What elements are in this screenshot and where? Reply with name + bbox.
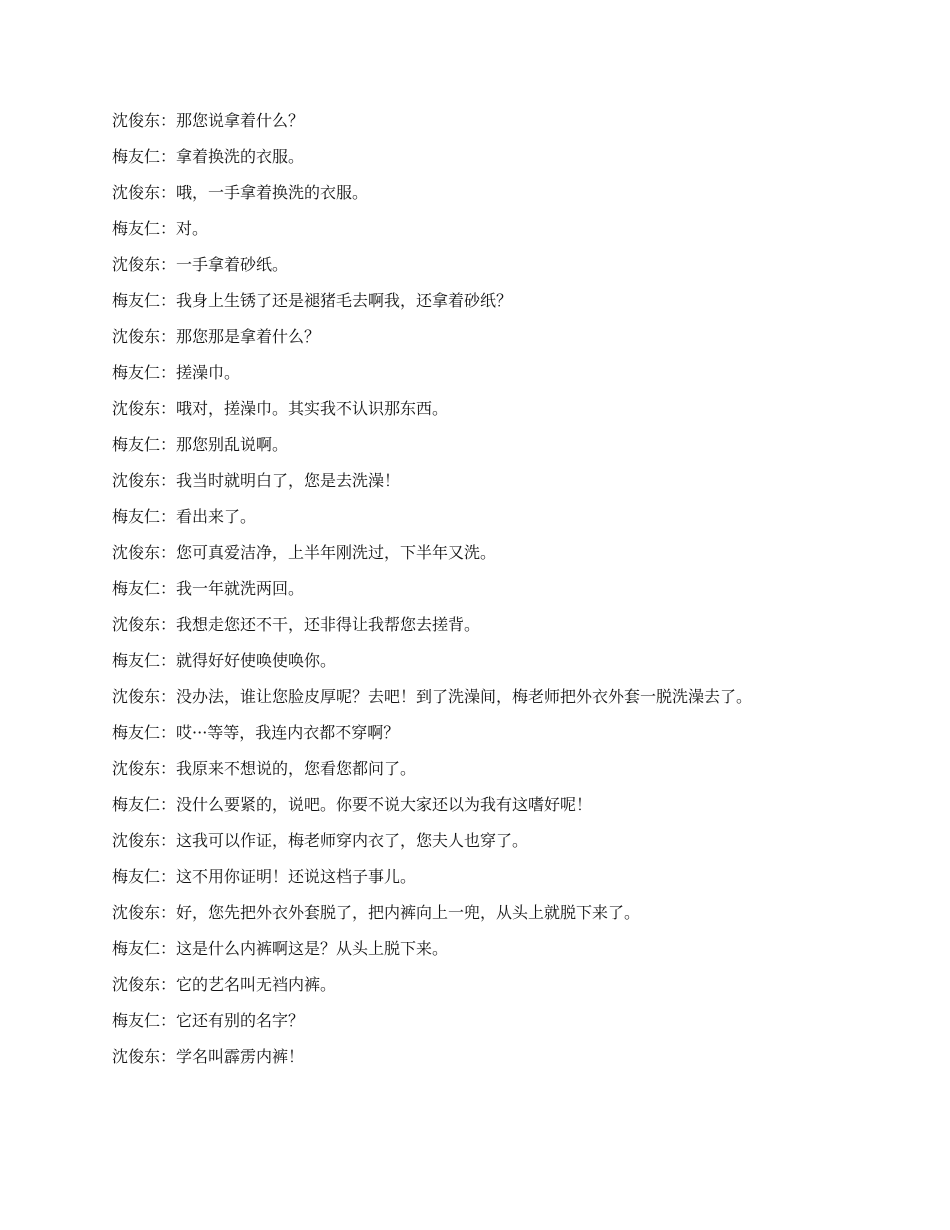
dialogue-line (112, 832, 824, 849)
speaker-separator: ： (160, 651, 177, 670)
dialogue-line (112, 760, 824, 777)
speaker-name: 梅友仁 (112, 1011, 161, 1030)
speaker-separator: ： (160, 399, 177, 418)
speaker-name: 沈俊东 (112, 687, 161, 706)
line-text: 您可真爱洁净，上半年刚洗过，下半年又洗。 (176, 543, 497, 562)
speaker-name: 沈俊东 (112, 543, 161, 562)
line-text: 我当时就明白了，您是去洗澡！ (176, 471, 401, 490)
speaker-name: 沈俊东 (112, 111, 161, 130)
speaker-name: 梅友仁 (112, 435, 161, 454)
speaker-separator: ： (160, 363, 177, 382)
speaker-name: 沈俊东 (112, 615, 161, 634)
speaker-name: 沈俊东 (112, 1047, 161, 1066)
line-text: 哦，一手拿着换洗的衣服。 (176, 183, 369, 202)
dialogue-line (112, 220, 824, 237)
line-text: 一手拿着砂纸。 (176, 255, 289, 274)
dialogue-line (112, 652, 824, 669)
line-text: 那您那是拿着什么？ (176, 327, 321, 346)
line-text: 没什么要紧的，说吧。你要不说大家还以为我有这嗜好呢！ (176, 795, 593, 814)
dialogue-transcript (112, 112, 824, 1084)
line-text: 我一年就洗两回。 (176, 579, 305, 598)
dialogue-line (112, 436, 824, 453)
speaker-name: 梅友仁 (112, 219, 161, 238)
speaker-name: 梅友仁 (112, 579, 161, 598)
line-text: 学名叫霹雳内裤！ (176, 1047, 305, 1066)
speaker-separator: ： (160, 939, 177, 958)
line-text: 那您说拿着什么？ (176, 111, 305, 130)
line-text: 这是什么内裤啊这是？从头上脱下来。 (176, 939, 449, 958)
dialogue-line (112, 904, 824, 921)
speaker-name: 沈俊东 (112, 399, 161, 418)
speaker-separator: ： (160, 147, 177, 166)
line-text: 我身上生锈了还是褪猪毛去啊我，还拿着砂纸？ (176, 291, 513, 310)
speaker-name: 梅友仁 (112, 939, 161, 958)
dialogue-line (112, 1048, 824, 1065)
speaker-separator: ： (160, 795, 177, 814)
speaker-separator: ： (160, 543, 177, 562)
dialogue-line (112, 616, 824, 633)
speaker-separator: ： (160, 1011, 177, 1030)
line-text: 哦对，搓澡巾。其实我不认识那东西。 (176, 399, 449, 418)
speaker-name: 梅友仁 (112, 795, 161, 814)
speaker-separator: ： (160, 471, 177, 490)
speaker-name: 梅友仁 (112, 291, 161, 310)
dialogue-line (112, 148, 824, 165)
dialogue-line (112, 796, 824, 813)
dialogue-line (112, 256, 824, 273)
dialogue-line (112, 364, 824, 381)
speaker-name: 沈俊东 (112, 327, 161, 346)
dialogue-line (112, 688, 824, 705)
speaker-name: 沈俊东 (112, 903, 161, 922)
speaker-separator: ： (160, 327, 177, 346)
speaker-separator: ： (160, 255, 177, 274)
speaker-separator: ： (160, 975, 177, 994)
speaker-separator: ： (160, 183, 177, 202)
line-text: 没办法，谁让您脸皮厚呢？去吧！到了洗澡间，梅老师把外衣外套一脱洗澡去了。 (176, 687, 753, 706)
speaker-separator: ： (160, 507, 177, 526)
speaker-separator: ： (160, 219, 177, 238)
line-text: 它的艺名叫无裆内裤。 (176, 975, 337, 994)
speaker-name: 梅友仁 (112, 507, 161, 526)
speaker-name: 梅友仁 (112, 147, 161, 166)
speaker-separator: ： (160, 867, 177, 886)
speaker-separator: ： (160, 435, 177, 454)
dialogue-line (112, 976, 824, 993)
dialogue-line (112, 292, 824, 309)
speaker-separator: ： (160, 759, 177, 778)
speaker-name: 梅友仁 (112, 363, 161, 382)
line-text: 我想走您还不干，还非得让我帮您去搓背。 (176, 615, 481, 634)
dialogue-line (112, 400, 824, 417)
speaker-separator: ： (160, 903, 177, 922)
line-text: 好，您先把外衣外套脱了，把内裤向上一兜，从头上就脱下来了。 (176, 903, 641, 922)
speaker-name: 梅友仁 (112, 651, 161, 670)
line-text: 我原来不想说的，您看您都问了。 (176, 759, 417, 778)
line-text: 就得好好使唤使唤你。 (176, 651, 337, 670)
speaker-separator: ： (160, 687, 177, 706)
dialogue-line (112, 1012, 824, 1029)
speaker-name: 沈俊东 (112, 471, 161, 490)
dialogue-line (112, 868, 824, 885)
line-text: 看出来了。 (176, 507, 257, 526)
speaker-separator: ： (160, 723, 177, 742)
speaker-name: 梅友仁 (112, 867, 161, 886)
line-text: 哎···等等，我连内衣都不穿啊？ (176, 723, 400, 742)
line-text: 它还有别的名字？ (176, 1011, 305, 1030)
dialogue-line (112, 184, 824, 201)
speaker-separator: ： (160, 831, 177, 850)
speaker-separator: ： (160, 1047, 177, 1066)
speaker-separator: ： (160, 111, 177, 130)
speaker-separator: ： (160, 579, 177, 598)
dialogue-line (112, 472, 824, 489)
speaker-name: 沈俊东 (112, 255, 161, 274)
speaker-name: 沈俊东 (112, 831, 161, 850)
line-text: 这我可以作证，梅老师穿内衣了，您夫人也穿了。 (176, 831, 529, 850)
speaker-separator: ： (160, 291, 177, 310)
line-text: 拿着换洗的衣服。 (176, 147, 305, 166)
speaker-name: 沈俊东 (112, 183, 161, 202)
dialogue-line (112, 112, 824, 129)
line-text: 那您别乱说啊。 (176, 435, 289, 454)
dialogue-line (112, 544, 824, 561)
dialogue-line (112, 724, 824, 741)
speaker-name: 沈俊东 (112, 975, 161, 994)
speaker-name: 梅友仁 (112, 723, 161, 742)
dialogue-line (112, 328, 824, 345)
line-text: 对。 (176, 219, 209, 238)
speaker-separator: ： (160, 615, 177, 634)
speaker-name: 沈俊东 (112, 759, 161, 778)
dialogue-line (112, 940, 824, 957)
line-text: 这不用你证明！还说这档子事儿。 (176, 867, 417, 886)
dialogue-line (112, 580, 824, 597)
line-text: 搓澡巾。 (176, 363, 241, 382)
dialogue-line (112, 508, 824, 525)
